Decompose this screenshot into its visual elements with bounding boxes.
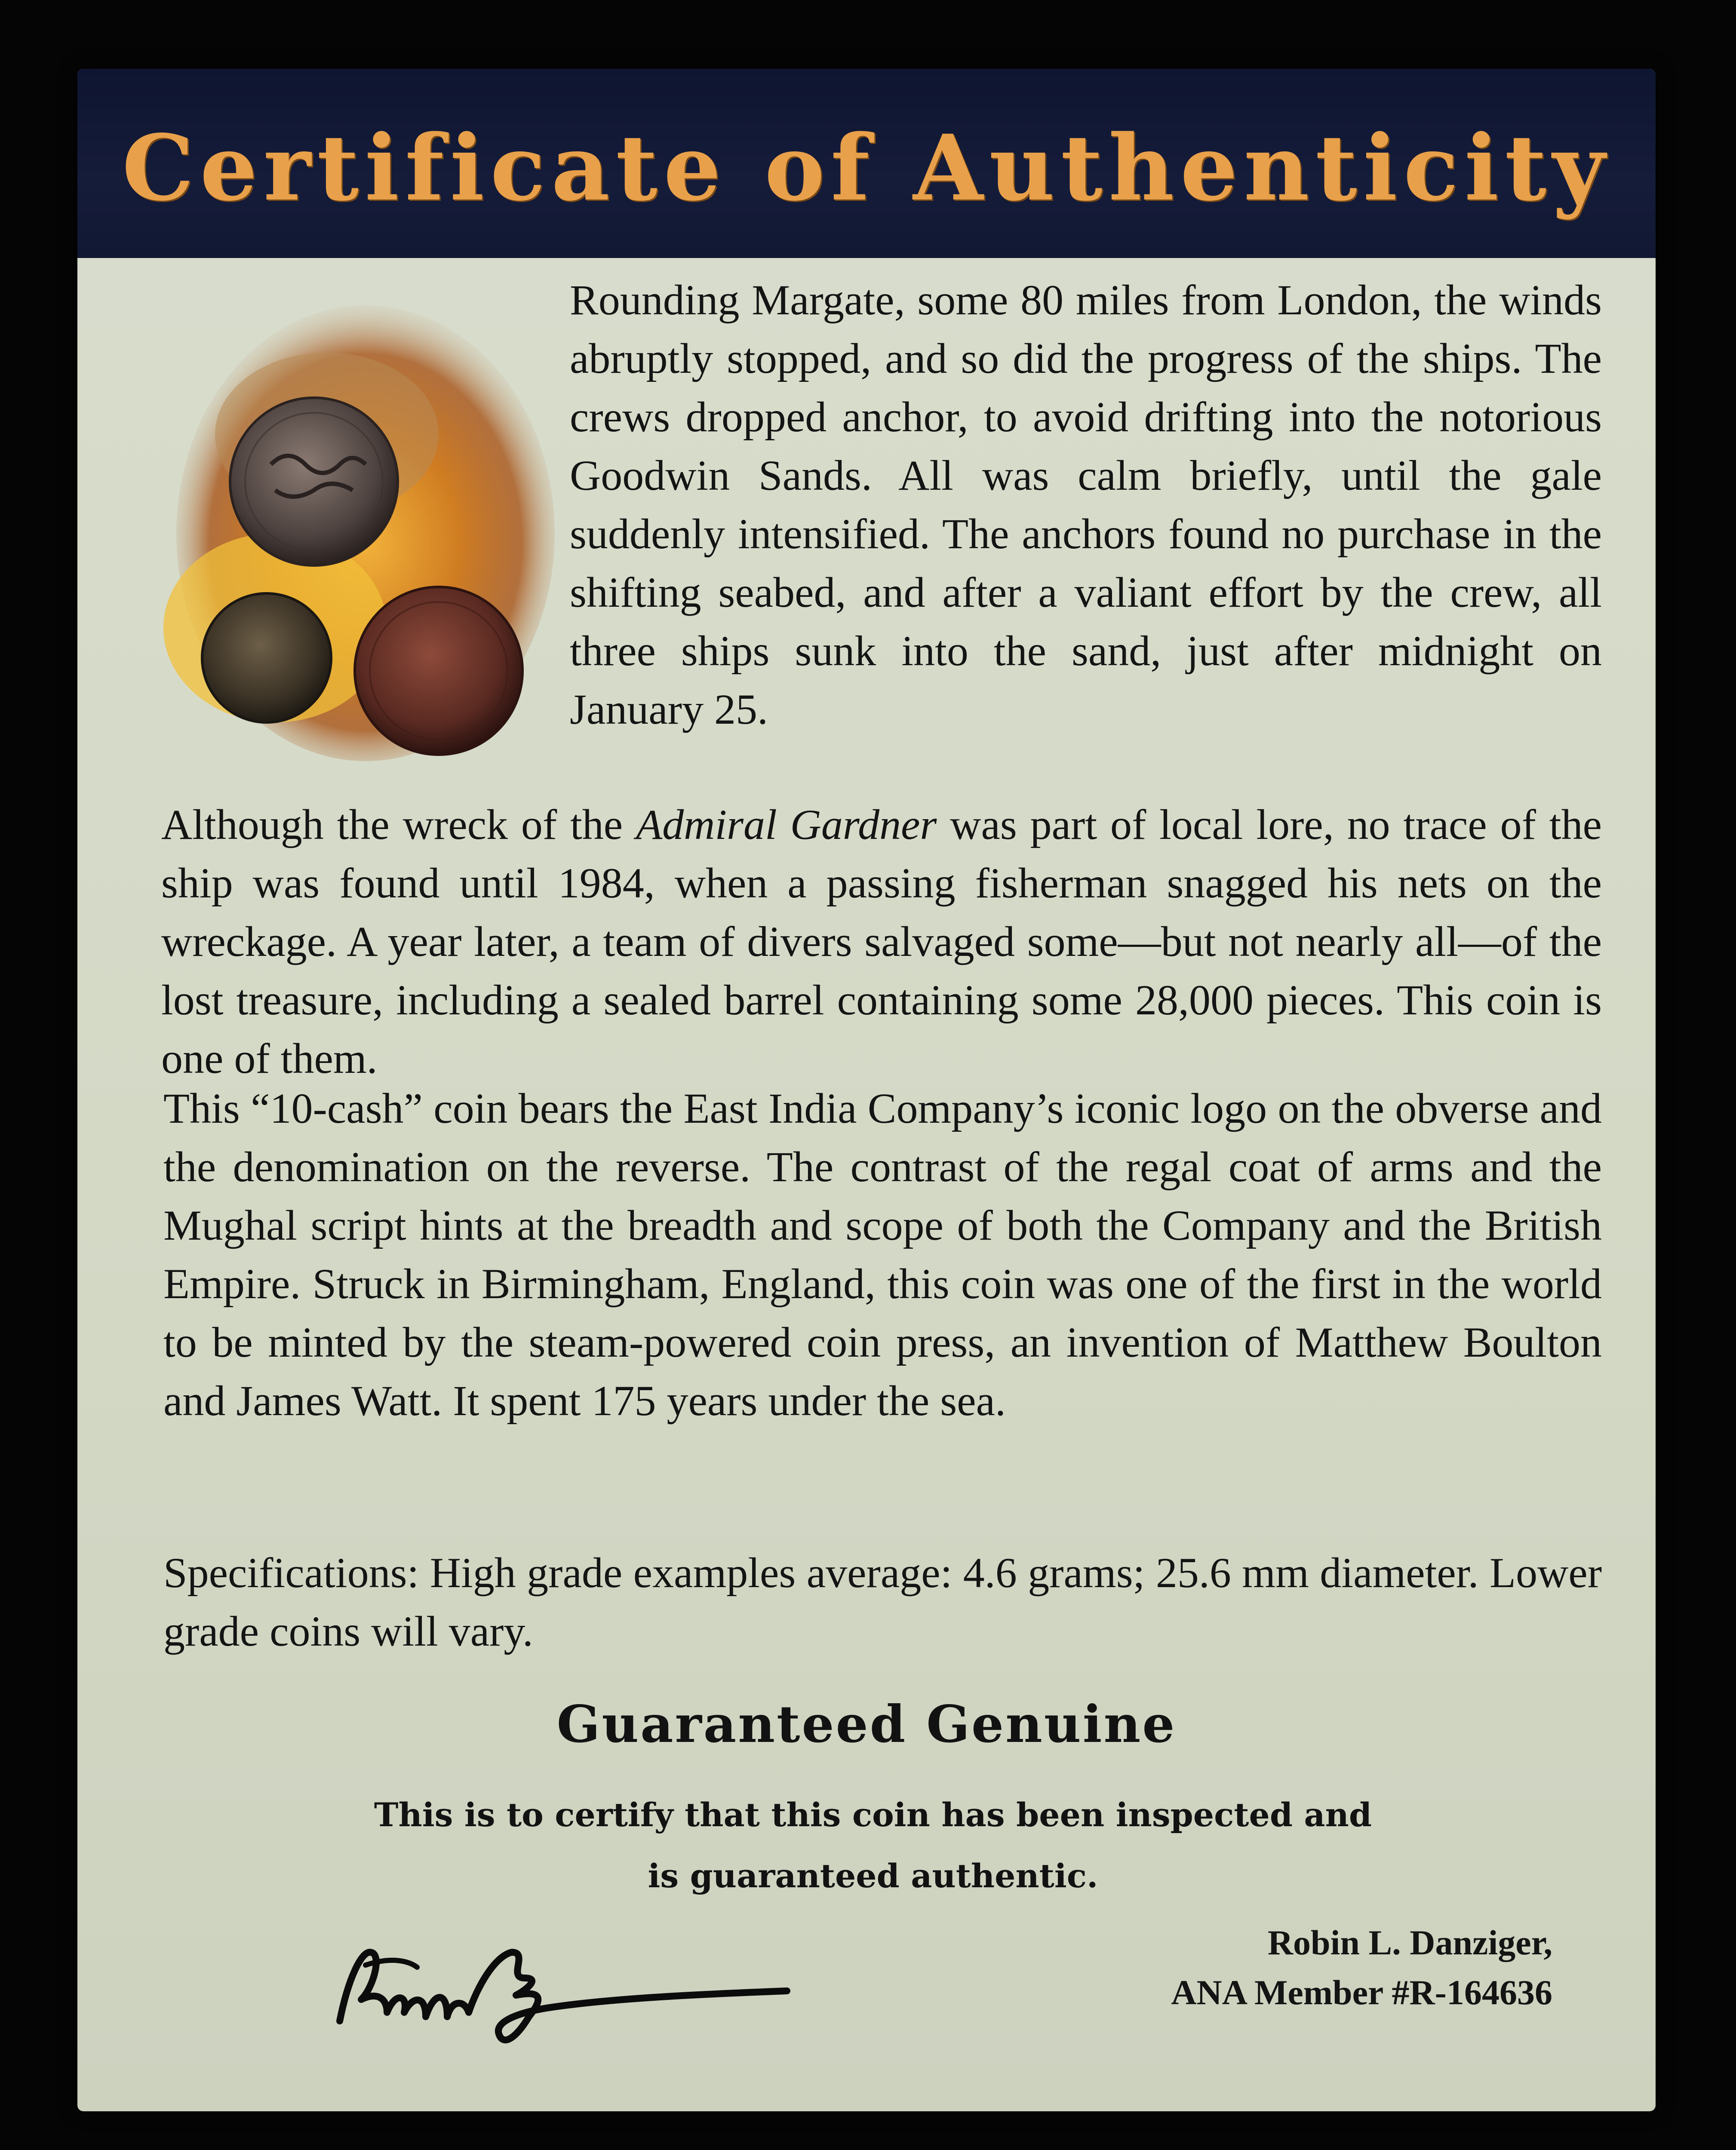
coin-description-paragraph: This “10-cash” coin bears the East India Company’s iconic logo on the obverse and the denomination on the reverse. The contrast of the regal coat of arms and the Mughal script hints at the breadth and scope of both the Company and the British Empire. Struck in Birmingham, England, this coin was one of the first in the world to be minted by the steam-powered coin press, an invention of Matthew Boulton and James Watt. It spent 175 years under the sea. bbox=[163, 1084, 1602, 1425]
certificate-card bbox=[77, 69, 1656, 2111]
certification-line-2: is guaranteed authentic. bbox=[648, 1857, 1098, 1895]
story-paragraph-2 bbox=[161, 796, 1602, 1088]
certification-line-1: This is to certify that this coin has been inspected and bbox=[374, 1796, 1372, 1834]
signer-name: Robin L. Danziger, bbox=[1267, 1923, 1552, 1962]
story-paragraph-1: Rounding Margate, some 80 miles from London, the winds abruptly stopped, and so did the progress of the ships. The crews dropped anchor, to avoid drifting into the notorious Goodwin Sands. All was calm briefly, until the gale suddenly intensified. The anchors found no purchase in the shifting seabed, and after a valiant effort by the crew, all three ships sunk into the sand, just after midnight on January 25. bbox=[570, 276, 1602, 733]
signature-image bbox=[323, 1926, 796, 2055]
title-banner bbox=[77, 69, 1656, 258]
paragraph-2-rest: was part of local lore, no trace of the ship was found until 1984, when a passing fisherman snagged his nets on the wreckage. A year later, a team of divers salvaged some—but not nearly all—of the lost treasure, including a sealed barrel containing some 28,000 pieces. This coin is one of them. bbox=[161, 801, 1602, 1082]
signer-membership: ANA Member #R-164636 bbox=[1171, 1973, 1552, 2012]
guaranteed-heading: Guaranteed Genuine bbox=[556, 1694, 1177, 1754]
certification-statement bbox=[357, 1784, 1389, 1907]
coin-photo bbox=[163, 292, 559, 774]
ship-name: Admiral Gardner bbox=[636, 801, 937, 848]
paragraph-2-lead: Although the wreck of the bbox=[161, 801, 636, 848]
signer-block bbox=[1015, 1918, 1552, 2018]
specifications-text: Specifications: High grade examples average: 4.6 grams; 25.6 mm diameter. Lower grade coins will vary. bbox=[163, 1549, 1602, 1655]
certificate-title: Certificate of Authenticity bbox=[122, 114, 1611, 221]
